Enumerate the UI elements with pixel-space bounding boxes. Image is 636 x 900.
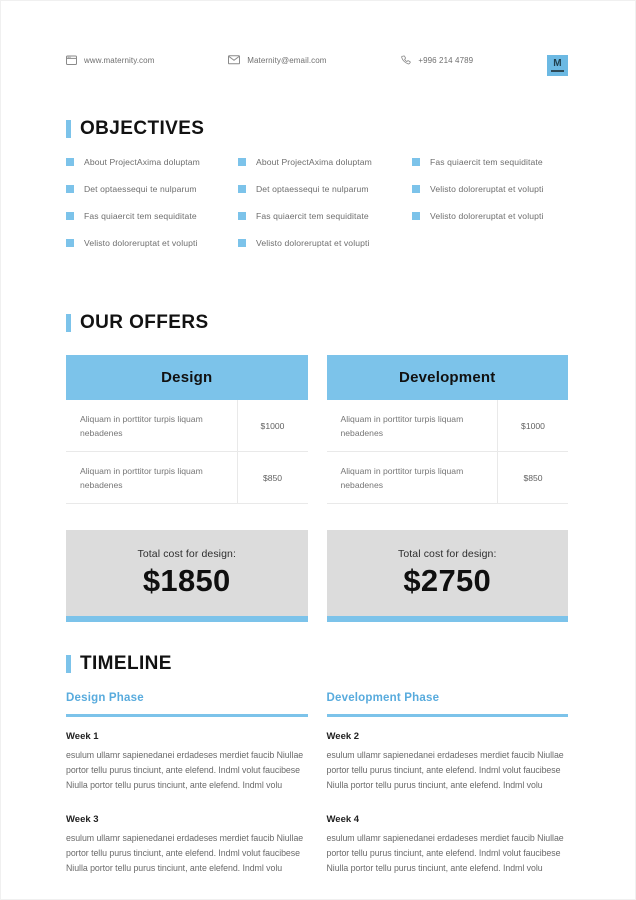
total-label: Total cost for design: bbox=[137, 547, 236, 560]
objective-text: Velisto doloreruptat et volupti bbox=[430, 211, 544, 221]
row-price: $1000 bbox=[521, 420, 545, 431]
envelope-icon bbox=[228, 55, 240, 65]
objective-text: Det optaessequi te nulparum bbox=[256, 184, 369, 194]
total-label: Total cost for design: bbox=[398, 547, 497, 560]
development-total-box bbox=[327, 530, 569, 622]
timeline-title: TIMELINE bbox=[80, 653, 172, 674]
list-item bbox=[66, 211, 238, 221]
week-body: esulum ullamr sapienedanei erdadeses merdiet faucib Niullae portor tellu purus tinciunt, ante elefend. Indml volut faucibese Niulla portor tellu purus tinciunt, ante elefend. Indml volu bbox=[66, 750, 304, 790]
bullet-square-icon bbox=[66, 158, 74, 166]
phone-contact bbox=[400, 55, 473, 66]
week-body: esulum ullamr sapienedanei erdadeses merdiet faucib Niullae portor tellu purus tinciunt, ante elefend. Indml volut faucibese Niulla portor tellu purus tinciunt, ante elefend. Indml volu bbox=[326, 833, 564, 873]
development-table-header: Development bbox=[327, 355, 569, 400]
website-label: www.maternity.com bbox=[84, 56, 155, 65]
list-item bbox=[412, 211, 568, 221]
bullet-square-icon bbox=[66, 185, 74, 193]
total-accent-bar bbox=[327, 616, 569, 622]
row-description: Aliquam in porttitor turpis liquam nebadenes bbox=[327, 452, 499, 503]
objectives-column-2 bbox=[238, 157, 412, 265]
website-contact bbox=[66, 55, 154, 66]
week-block bbox=[327, 731, 569, 793]
list-item bbox=[238, 238, 412, 248]
week-title: Week 1 bbox=[66, 731, 99, 742]
week-body: esulum ullamr sapienedanei erdadeses merdiet faucib Niullae portor tellu purus tinciunt, ante elefend. Indml volut faucibese Niulla portor tellu purus tinciunt, ante elefend. Indml volu bbox=[326, 750, 564, 790]
total-accent-bar bbox=[66, 616, 308, 622]
objective-text: Fas quiaercit tem sequiditate bbox=[256, 211, 369, 221]
email-contact bbox=[228, 55, 326, 65]
objective-text: About ProjectAxima doluptam bbox=[84, 157, 200, 167]
phone-label: +996 214 4789 bbox=[418, 56, 474, 65]
phase-underline bbox=[327, 714, 569, 717]
offers-heading bbox=[66, 312, 568, 334]
week-title: Week 4 bbox=[326, 814, 360, 825]
week-title: Week 3 bbox=[66, 814, 99, 825]
week-title: Week 2 bbox=[326, 731, 360, 742]
list-item bbox=[66, 184, 238, 194]
objective-text: Fas quiaercit tem sequiditate bbox=[84, 211, 197, 221]
list-item bbox=[238, 211, 412, 221]
objective-text: Velisto doloreruptat et volupti bbox=[256, 238, 370, 248]
table-row bbox=[66, 452, 308, 504]
development-price-table bbox=[327, 355, 569, 504]
objective-text: About ProjectAxima doluptam bbox=[256, 157, 372, 167]
row-description: Aliquam in porttitor turpis liquam nebadenes bbox=[327, 400, 499, 451]
week-block bbox=[66, 814, 308, 876]
logo-subtext-bar bbox=[551, 70, 564, 72]
browser-icon bbox=[66, 55, 77, 66]
timeline-columns bbox=[66, 692, 568, 876]
design-phase-column bbox=[66, 692, 308, 876]
objectives-title: OBJECTIVES bbox=[80, 118, 205, 139]
row-description: Aliquam in porttitor turpis liquam nebadenes bbox=[66, 400, 238, 451]
objectives-heading bbox=[66, 118, 568, 140]
table-row bbox=[327, 452, 569, 504]
list-item bbox=[238, 184, 412, 194]
objectives-grid bbox=[66, 157, 568, 265]
phase-label: Development Phase bbox=[326, 692, 440, 704]
list-item bbox=[238, 157, 412, 167]
row-price: $1000 bbox=[260, 420, 285, 431]
bullet-square-icon bbox=[238, 185, 246, 193]
timeline-section bbox=[66, 653, 568, 876]
objectives-section bbox=[66, 118, 568, 265]
bullet-square-icon bbox=[66, 239, 74, 247]
list-item bbox=[412, 157, 568, 167]
design-table-header: Design bbox=[66, 355, 308, 400]
objective-text: Fas quiaercit tem sequiditate bbox=[430, 157, 543, 167]
table-row bbox=[66, 400, 308, 452]
row-price: $850 bbox=[262, 472, 283, 483]
development-phase-column bbox=[327, 692, 569, 876]
objective-text: Velisto doloreruptat et volupti bbox=[430, 184, 544, 194]
logo-letter: M bbox=[553, 58, 562, 69]
offers-section bbox=[66, 312, 568, 622]
week-block bbox=[327, 814, 569, 876]
design-total-inner bbox=[66, 530, 308, 616]
table-row bbox=[327, 400, 569, 452]
objectives-column-1 bbox=[66, 157, 238, 265]
email-label: Maternity@email.com bbox=[247, 55, 327, 65]
bullet-square-icon bbox=[412, 158, 420, 166]
company-logo bbox=[547, 55, 568, 76]
heading-accent-bar bbox=[66, 314, 71, 332]
offers-title: OUR OFFERS bbox=[80, 312, 209, 333]
offers-tables bbox=[66, 355, 568, 504]
bullet-square-icon bbox=[412, 212, 420, 220]
heading-accent-bar bbox=[66, 655, 71, 673]
phase-label: Design Phase bbox=[66, 692, 144, 704]
total-value: $2750 bbox=[403, 562, 492, 598]
week-body: esulum ullamr sapienedanei erdadeses merdiet faucib Niullae portor tellu purus tinciunt, ante elefend. Indml volut faucibese Niulla portor tellu purus tinciunt, ante elefend. Indml volu bbox=[66, 833, 304, 873]
bullet-square-icon bbox=[238, 158, 246, 166]
heading-accent-bar bbox=[66, 120, 71, 138]
objective-text: Velisto doloreruptat et volupti bbox=[84, 238, 198, 248]
list-item bbox=[412, 184, 568, 194]
row-price: $850 bbox=[523, 472, 543, 483]
list-item bbox=[66, 238, 238, 248]
row-description: Aliquam in porttitor turpis liquam nebadenes bbox=[66, 452, 238, 503]
phase-underline bbox=[66, 714, 308, 717]
bullet-square-icon bbox=[412, 185, 420, 193]
bullet-square-icon bbox=[238, 239, 246, 247]
totals-row bbox=[66, 530, 568, 622]
bullet-square-icon bbox=[238, 212, 246, 220]
week-block bbox=[66, 731, 308, 793]
list-item bbox=[66, 157, 238, 167]
design-price-table bbox=[66, 355, 308, 504]
total-value: $1850 bbox=[142, 562, 231, 598]
development-total-inner bbox=[327, 530, 569, 616]
timeline-heading bbox=[66, 653, 568, 675]
objective-text: Det optaessequi te nulparum bbox=[84, 184, 197, 194]
header-contact-row bbox=[66, 55, 568, 77]
design-total-box bbox=[66, 530, 308, 622]
bullet-square-icon bbox=[66, 212, 74, 220]
phone-icon bbox=[400, 55, 411, 66]
objectives-column-3 bbox=[412, 157, 568, 265]
